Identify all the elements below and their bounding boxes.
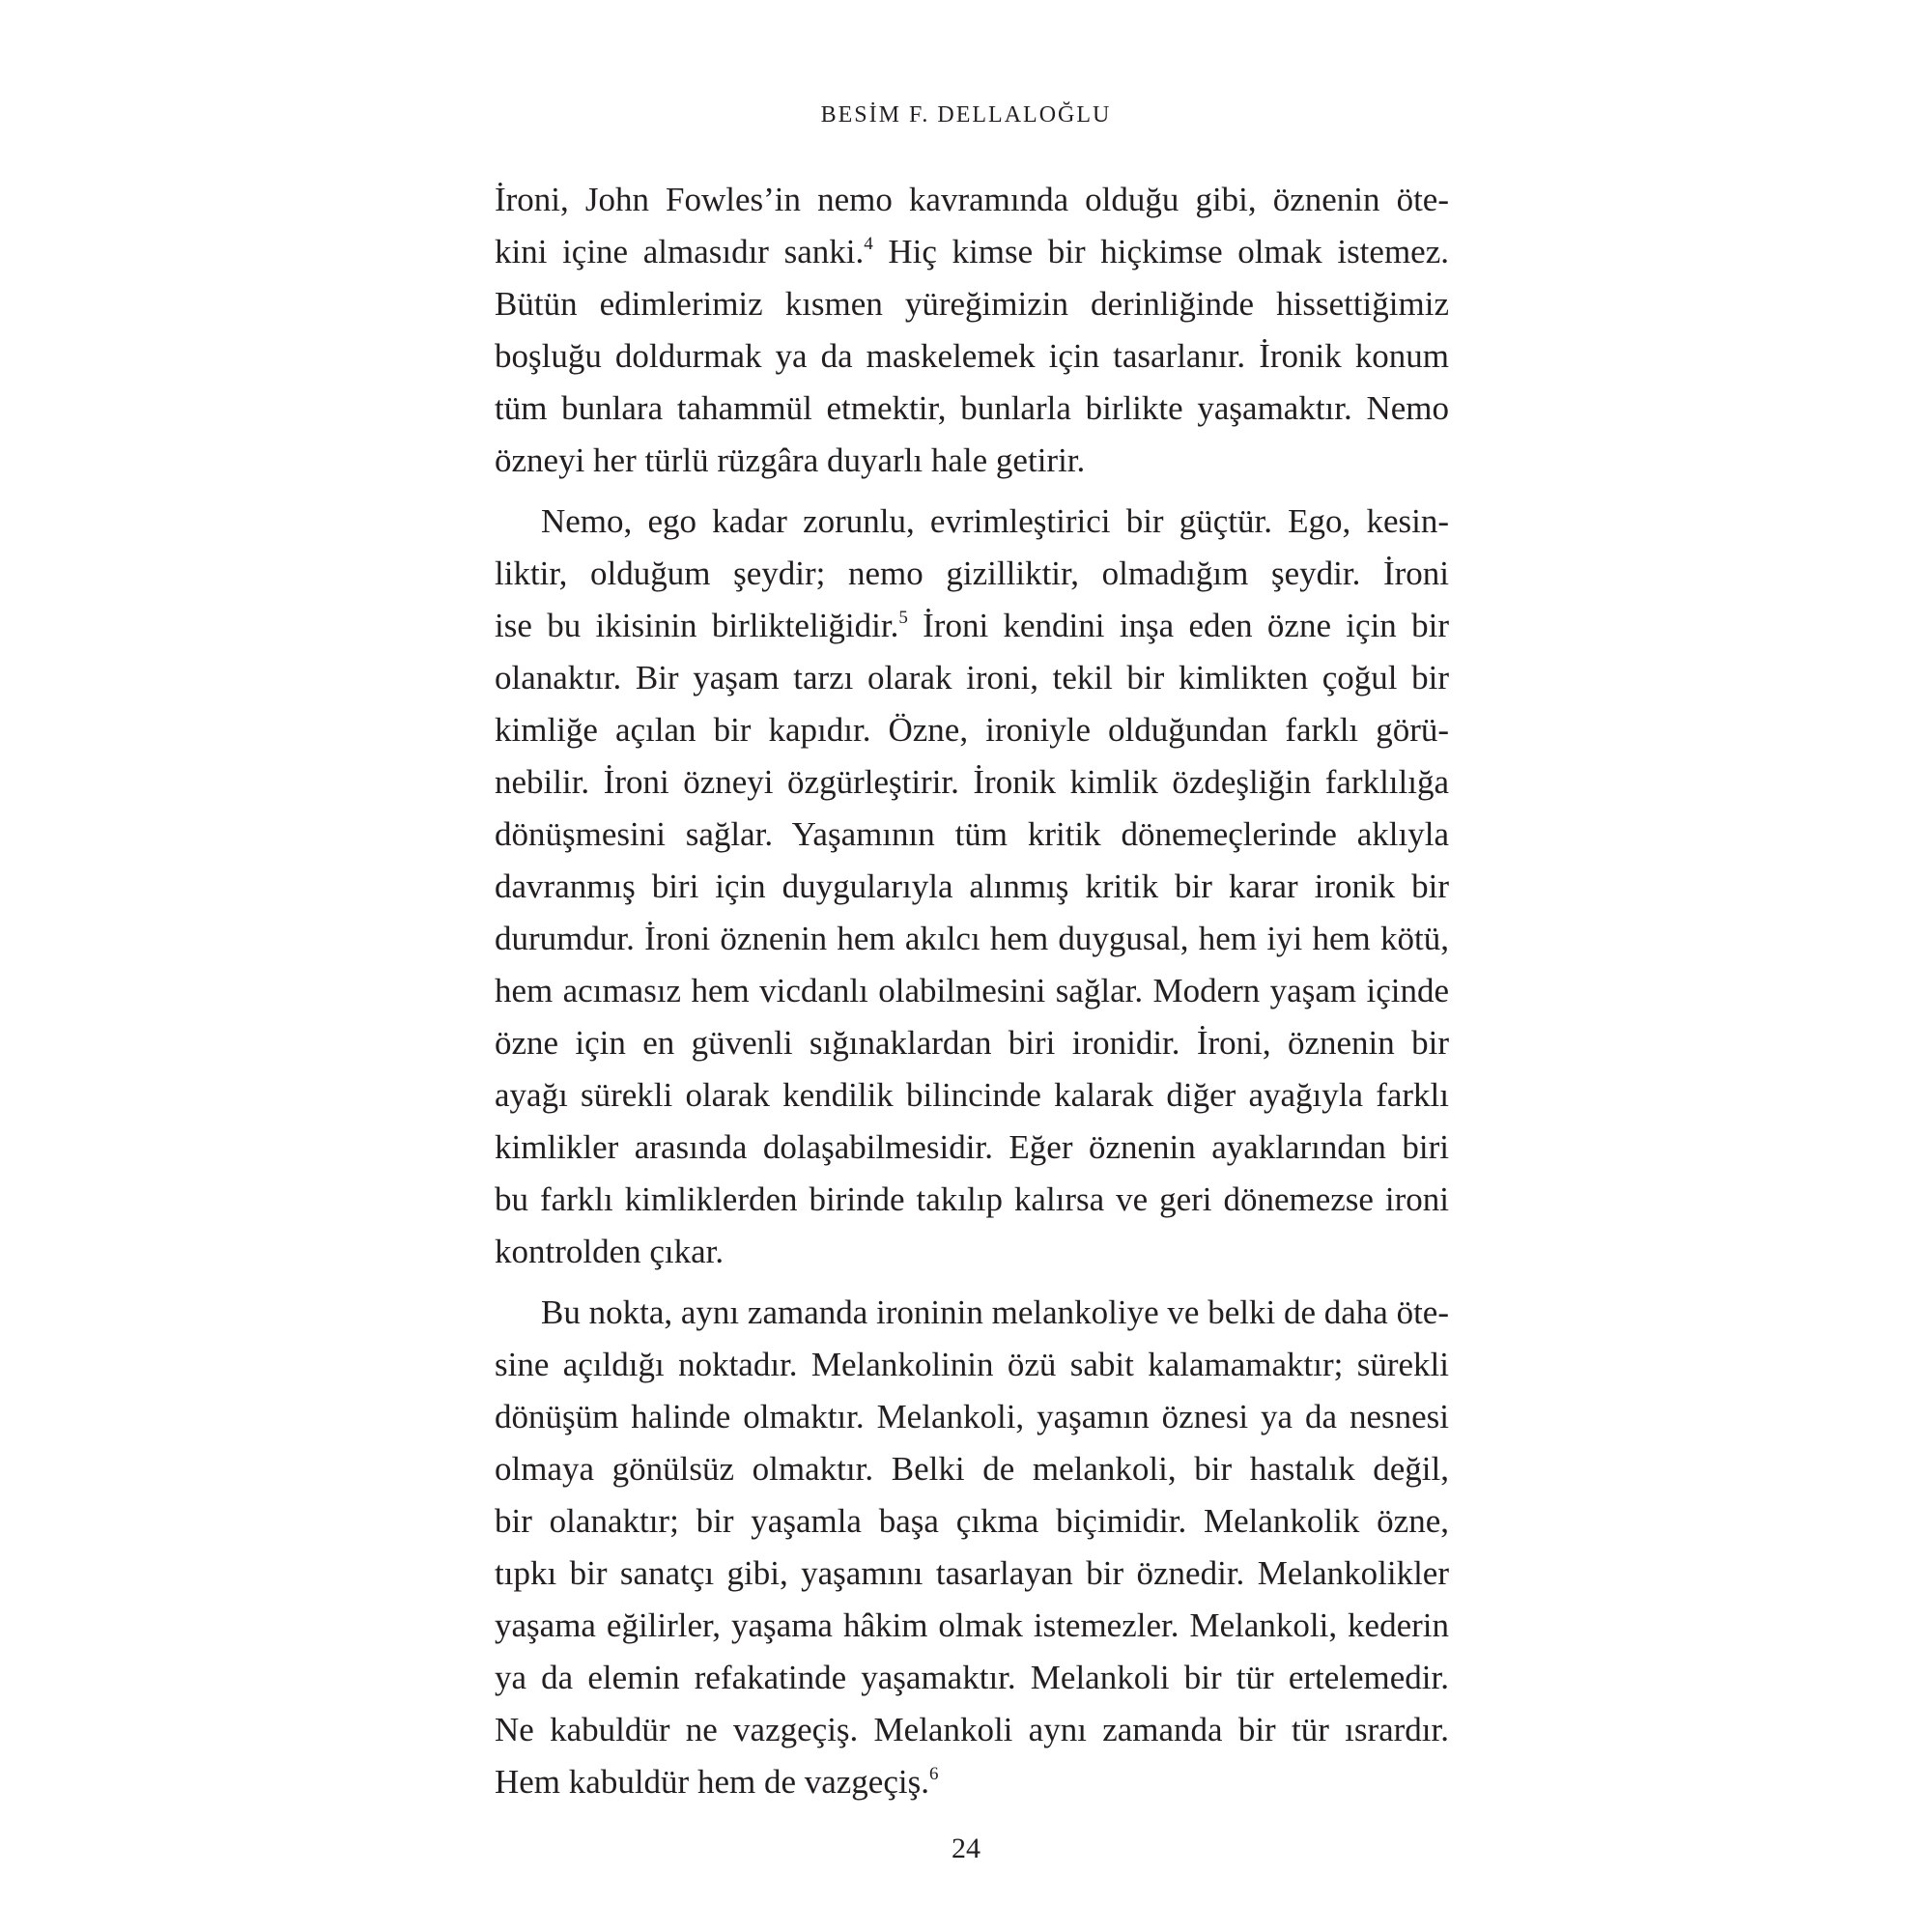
text-line: hem acımasız hem vicdanlı olabilmesini sağlar. Modern yaşam içinde	[495, 972, 1449, 1009]
page-number: 24	[952, 1833, 980, 1864]
paragraph-1	[495, 174, 1449, 487]
text-line: ayağı sürekli olarak kendilik bilincinde kalarak diğer ayağıyla farklı	[495, 1076, 1449, 1114]
text-line: durumdur. İroni öznenin hem akılcı hem duygusal, hem iyi hem kötü,	[495, 920, 1449, 957]
text-line: olanaktır. Bir yaşam tarzı olarak ironi, tekil bir kimlikten çoğul bir	[495, 659, 1449, 696]
text-line	[495, 226, 1449, 278]
text-line: bir olanaktır; bir yaşamla başa çıkma biçimidir. Melankolik özne,	[495, 1502, 1449, 1540]
text-line	[495, 1756, 1449, 1808]
text-line: tüm bunlara tahammül etmektir, bunlarla birlikte yaşamaktır. Nemo	[495, 389, 1449, 427]
text-line: kimliğe açılan bir kapıdır. Özne, ironiyle olduğundan farklı görü-	[495, 711, 1449, 749]
paragraph-2	[495, 496, 1449, 1278]
text-line: nebilir. İroni özneyi özgürleştirir. İronik kimlik özdeşliğin farklılığa	[495, 763, 1449, 801]
footnote-ref-6[interactable]: 6	[928, 1764, 939, 1784]
text-line: Nemo, ego kadar zorunlu, evrimleştirici bir güçtür. Ego, kesin-	[541, 502, 1449, 540]
text-line: bu farklı kimliklerden birinde takılıp kalırsa ve geri dönemezse ironi	[495, 1180, 1449, 1218]
text-line: liktir, olduğum şeydir; nemo gizilliktir, olmadığım şeydir. İroni	[495, 554, 1449, 592]
text-line: tıpkı bir sanatçı gibi, yaşamını tasarlayan bir öznedir. Melankolikler	[495, 1554, 1449, 1592]
footnote-ref-4[interactable]: 4	[864, 234, 873, 254]
paragraph-3	[495, 1287, 1449, 1808]
text-line: Ne kabuldür ne vazgeçiş. Melankoli aynı zamanda bir tür ısrardır.	[495, 1711, 1449, 1748]
text-fragment: İroni kendini inşa eden özne için bir	[907, 607, 1449, 644]
text-line	[495, 600, 1449, 652]
text-line: Bütün edimlerimiz kısmen yüreğimizin derinliğinde hissettiğimiz	[495, 285, 1449, 323]
body-text	[495, 174, 1449, 1808]
text-line: davranmış biri için duygularıyla alınmış kritik bir karar ironik bir	[495, 867, 1449, 905]
text-line: yaşama eğilirler, yaşama hâkim olmak istemezler. Melankoli, kederin	[495, 1606, 1449, 1644]
text-line: kimlikler arasında dolaşabilmesidir. Eğer öznenin ayaklarından biri	[495, 1128, 1449, 1166]
text-line: ya da elemin refakatinde yaşamaktır. Melankoli bir tür ertelemedir.	[495, 1659, 1449, 1696]
text-line: Bu nokta, aynı zamanda ironinin melankoliye ve belki de daha öte-	[541, 1293, 1449, 1331]
text-line: olmaya gönülsüz olmaktır. Belki de melankoli, bir hastalık değil,	[495, 1450, 1449, 1488]
text-line: boşluğu doldurmak ya da maskelemek için tasarlanır. İronik konum	[495, 337, 1449, 375]
footnote-ref-5[interactable]: 5	[898, 608, 908, 628]
text-line: kontrolden çıkar.	[495, 1233, 724, 1270]
text-fragment: Hiç kimse bir hiçkimse olmak istemez.	[872, 233, 1449, 270]
text-fragment: Hem kabuldür hem de vazgeçiş.	[495, 1763, 929, 1801]
text-line: dönüşüm halinde olmaktır. Melankoli, yaşamın öznesi ya da nesnesi	[495, 1398, 1449, 1435]
text-line: sine açıldığı noktadır. Melankolinin özü sabit kalamamaktır; sürekli	[495, 1346, 1449, 1383]
text-fragment: ise bu ikisinin birlikteliğidir.	[495, 607, 899, 644]
text-line: özneyi her türlü rüzgâra duyarlı hale getirir.	[495, 441, 1086, 479]
text-line: dönüşmesini sağlar. Yaşamının tüm kritik dönemeçlerinde aklıyla	[495, 815, 1449, 853]
text-line: İroni, John Fowles’in nemo kavramında olduğu gibi, öznenin öte-	[495, 181, 1449, 218]
text-line: özne için en güvenli sığınaklardan biri ironidir. İroni, öznenin bir	[495, 1024, 1449, 1062]
running-head: BESİM F. DELLALOĞLU	[820, 102, 1112, 128]
text-fragment: kini içine almasıdır sanki.	[495, 233, 865, 270]
